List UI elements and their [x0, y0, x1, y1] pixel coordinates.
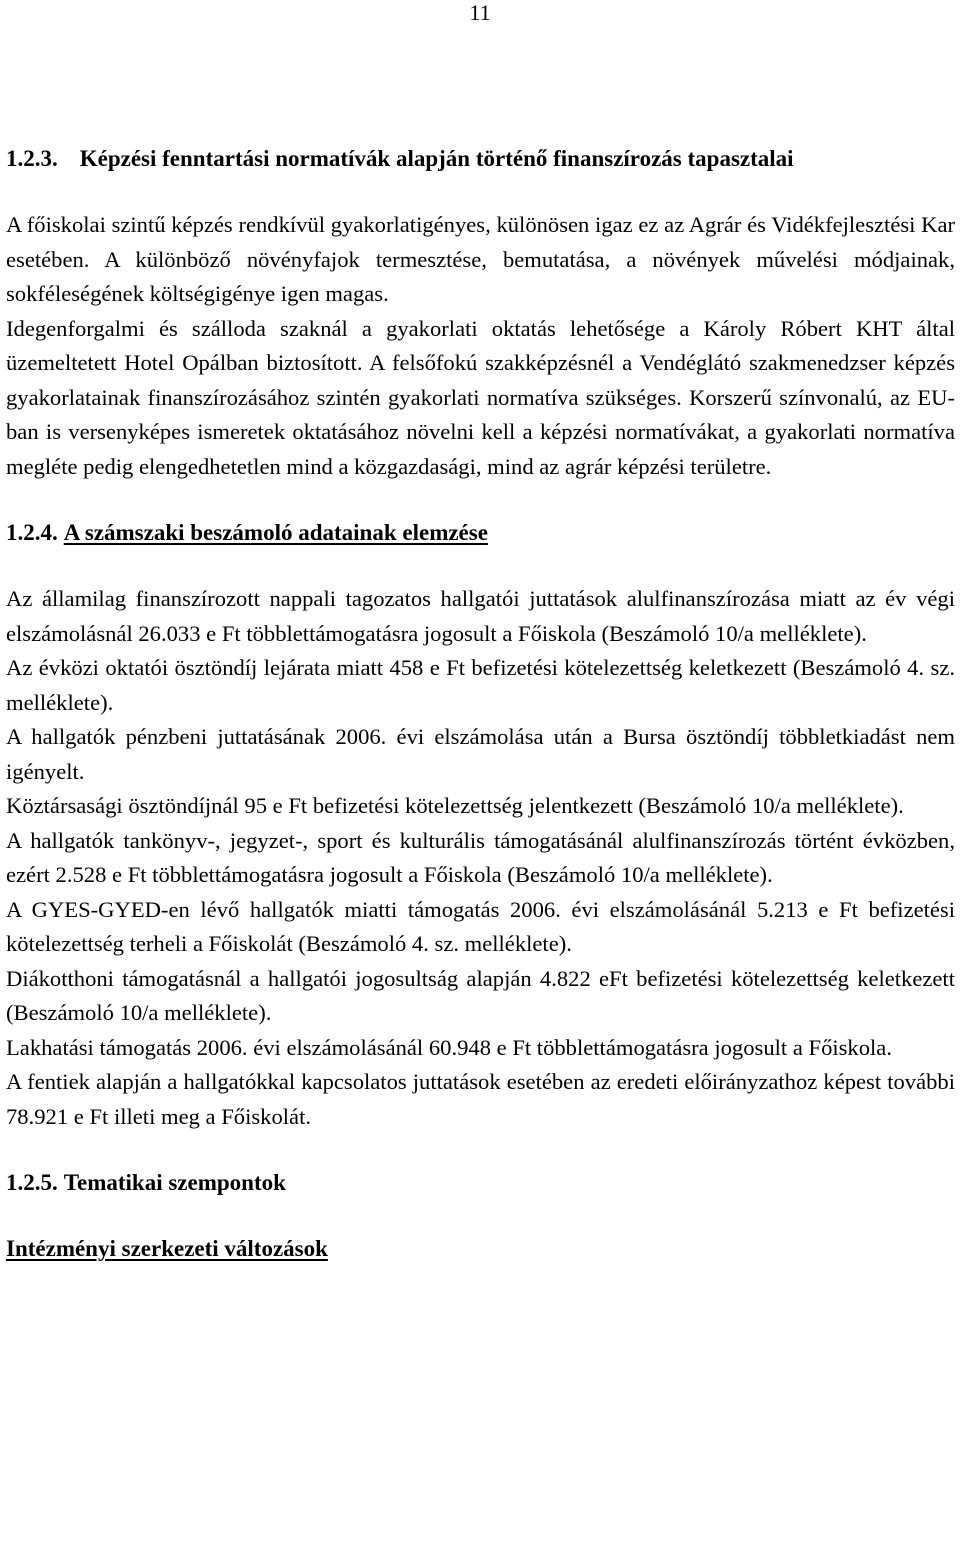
paragraph-hotel-training: Idegenforgalmi és szálloda szaknál a gyakorlati oktatás lehetősége a Károly Róbert KHT által üzemeltetett Hotel Opálban biztosított. A felsőfokú szakképzésnél a Vendéglátó szakmenedzser képzés gyakorlatainak finanszírozásához szintén gyakorlati normatíva szükséges. Korszerű színvonalú, az EU-ban is versenyképes ismeretek oktatásához növelni kell a képzési normatívákat, a gyakorlati normatíva megléte pedig elengedhetetlen mind a közgazdasági, mind az agrár képzési területre.: [6, 315, 955, 479]
section-title: A számszaki beszámoló adatainak elemzése: [63, 520, 488, 545]
page-number: 11: [469, 0, 491, 25]
section-number: 1.2.4.: [6, 520, 58, 545]
paragraph-practice-costs: A főiskolai szintű képzés rendkívül gyakorlatigényes, különösen igaz ez az Agrár és Vidékfejlesztési Kar esetében. A különböző növényfajok termesztése, bemutatása, a növények művelési módjainak, sokféleségének költségigénye igen magas.: [6, 212, 955, 306]
subheading-text: Intézményi szerkezeti változások: [6, 1236, 328, 1261]
finance-item: Köztársasági ösztöndíjnál 95 e Ft befizetési kötelezettség jelentkezett (Beszámoló 10/a melléklete).: [6, 793, 904, 818]
section-heading-1-2-4: [6, 516, 955, 550]
section-heading-1-2-3: [6, 142, 955, 176]
finance-item: A hallgatók pénzbeni juttatásának 2006. évi elszámolása után a Bursa ösztöndíj többletkiadást nem igényelt.: [6, 724, 955, 784]
finance-item: A GYES-GYED-en lévő hallgatók miatti támogatás 2006. évi elszámolásánál 5.213 e Ft befizetési kötelezettség terheli a Főiskolát (Beszámoló 4. sz. melléklete).: [6, 896, 955, 956]
finance-item: Az évközi oktatói ösztöndíj lejárata miatt 458 e Ft befizetési kötelezettség keletkezett (Beszámoló 4. sz. melléklete).: [6, 655, 955, 715]
section-number: 1.2.5.: [6, 1170, 58, 1195]
finance-item: Diákotthoni támogatásnál a hallgatói jogosultság alapján 4.822 eFt befizetési kötelezettség keletkezett (Beszámoló 10/a melléklete).: [6, 965, 955, 1025]
section-number: 1.2.3.: [6, 146, 58, 171]
finance-item: Lakhatási támogatás 2006. évi elszámolásánál 60.948 e Ft többlettámogatásra jogosult a Főiskola.: [6, 1034, 892, 1060]
subheading-structural-changes: [6, 1232, 955, 1266]
finance-item: Az államilag finanszírozott nappali tagozatos hallgatói juttatások alulfinanszírozása miatt az év végi elszámolásnál 26.033 e Ft többlettámogatásra jogosult a Főiskola (Beszámoló 10/a melléklete).: [6, 586, 955, 646]
section-title: Tematikai szempontok: [63, 1170, 286, 1195]
finance-item: A fentiek alapján a hallgatókkal kapcsolatos juttatások esetében az eredeti előirányzathoz képest további 78.921 e Ft illeti meg a Főiskolát.: [6, 1069, 955, 1129]
section-title: Képzési fenntartási normatívák alapján történő finanszírozás tapasztalai: [79, 146, 794, 171]
section-heading-1-2-5: [6, 1166, 955, 1200]
finance-item: A hallgatók tankönyv-, jegyzet-, sport és kulturális támogatásánál alulfinanszírozás történt évközben, ezért 2.528 e Ft többlettámogatásra jogosult a Főiskola (Beszámoló 10/a melléklete).: [6, 827, 955, 887]
document-body: [6, 142, 955, 1266]
